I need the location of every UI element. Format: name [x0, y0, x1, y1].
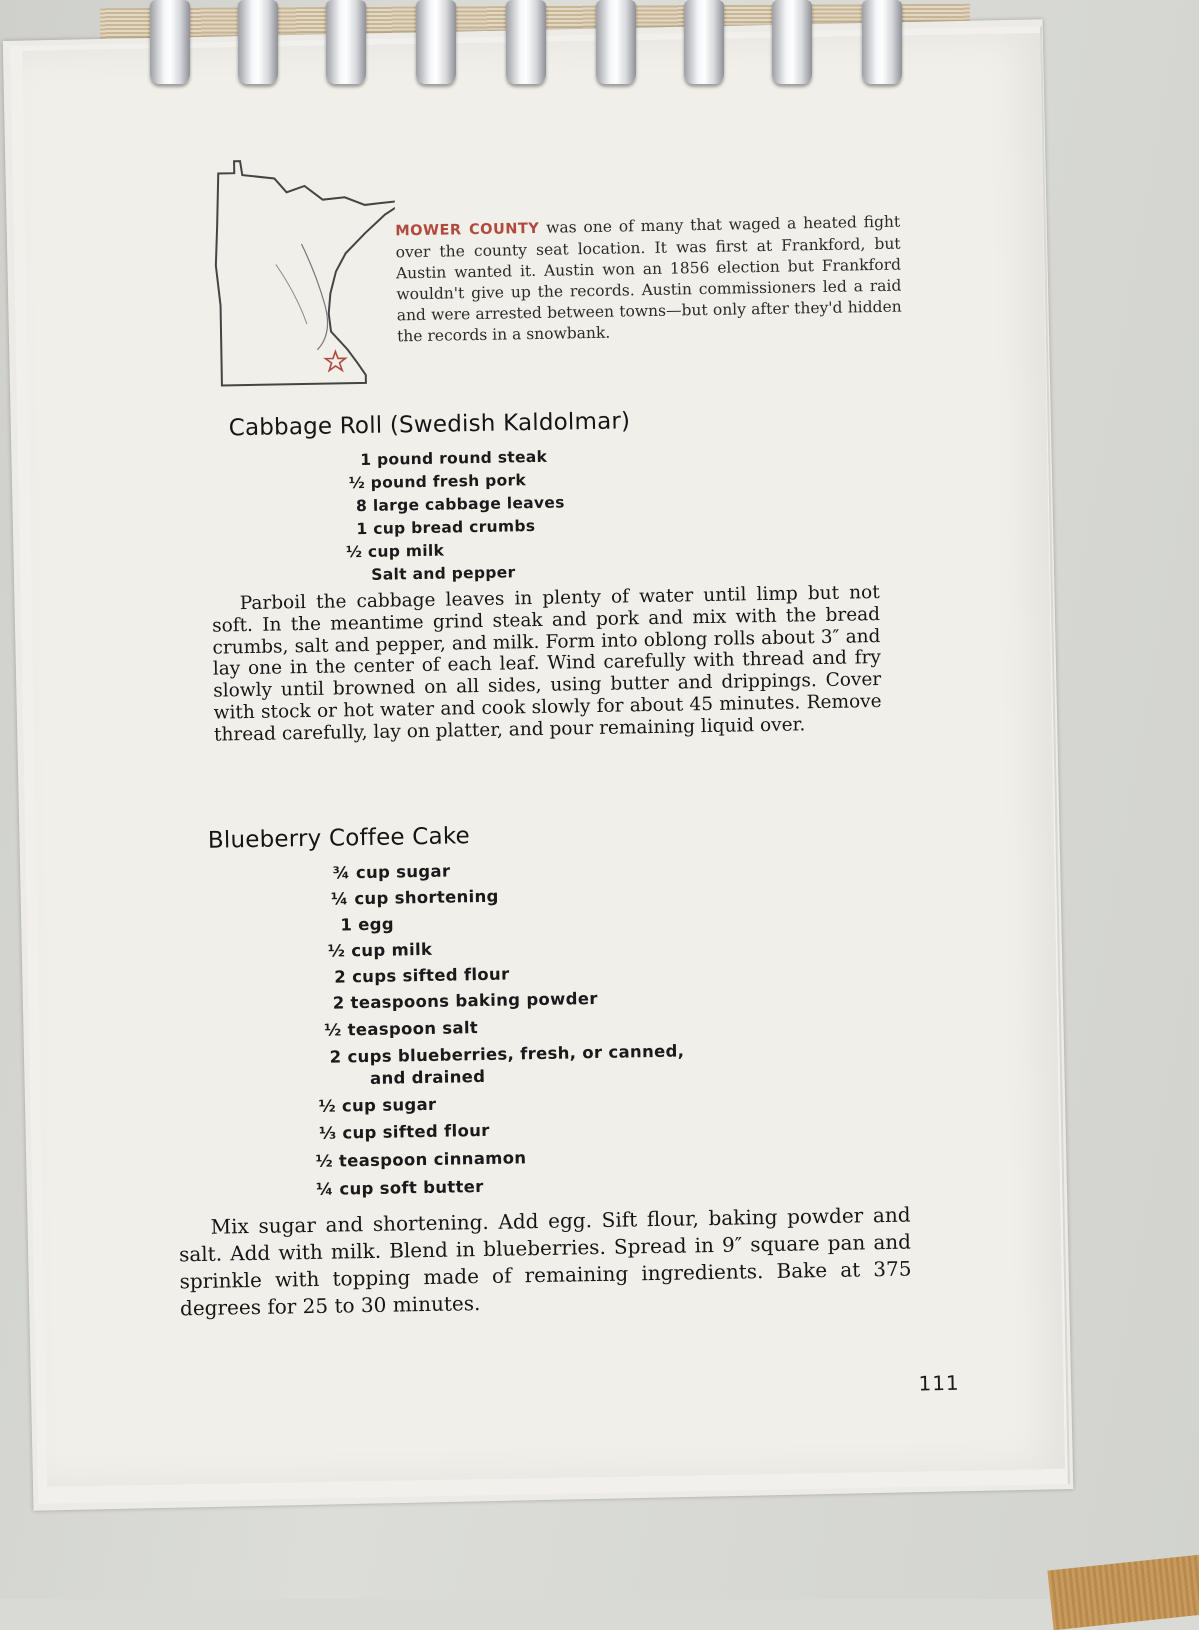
county-star-icon: [325, 351, 345, 370]
ingredient-item: ½ teaspoon cinnamon: [315, 1148, 527, 1171]
ingredient-item: and drained: [369, 1066, 486, 1088]
ingredient-item: Salt and pepper: [371, 563, 516, 584]
minnesota-map-icon: [204, 152, 398, 391]
ingredient-item: 2 cups blueberries, fresh, or canned,: [329, 1041, 685, 1067]
cabbage-directions: Parboil the cabbage leaves in plenty of water until limp but not soft. In the meantime grind steak and pork and mix with the bread crumbs, salt and pepper, and milk. Form into oblong rolls about 3″ and lay one in the center of each leaf. Wind carefully with thread and fry slowly until browned on all sides, using butter and drippings. Cover with stock or hot water and cook slowly for about 45 minutes. Remove thread carefully, lay on platter, and pour remaining liquid over.: [211, 582, 882, 746]
binding-ring: [862, 0, 902, 84]
county-intro: [395, 212, 902, 348]
binding-ring: [684, 0, 724, 84]
recipe-title-cabbage-roll: Cabbage Roll (Swedish Kaldolmar): [228, 408, 631, 442]
ingredient-item: 2 cups sifted flour: [334, 964, 510, 987]
ingredient-item: 1 pound round steak: [360, 447, 548, 470]
binding-ring: [238, 0, 278, 84]
ingredient-item: ½ pound fresh pork: [348, 471, 527, 493]
ingredient-item: ½ teaspoon salt: [324, 1018, 479, 1040]
ingredient-item: 2 teaspoons baking powder: [332, 988, 598, 1013]
ingredient-item: ½ cup milk: [345, 541, 445, 562]
binding-ring: [772, 0, 812, 84]
binding-ring: [596, 0, 636, 84]
recipe-title-blueberry-coffee-cake: Blueberry Coffee Cake: [207, 823, 471, 854]
book-page: [22, 33, 1065, 1487]
spiral-binding: [150, 0, 930, 90]
binding-ring: [150, 0, 190, 84]
ingredient-item: 1 egg: [340, 914, 395, 935]
ingredient-item: ½ cup milk: [327, 939, 433, 961]
binding-ring: [326, 0, 366, 84]
county-text: was one of many that waged a heated fight over the county seat location. It was first at Frankford, but Austin wanted it. Austin won an 1856 election but Frankford wouldn't give up the records. Austin commissioners led a raid and were arrested between towns—but only after they'd hidden the records in a snowbank.: [395, 212, 902, 346]
county-name: MOWER COUNTY: [395, 220, 540, 240]
ingredient-item: ¾ cup sugar: [332, 861, 451, 883]
binding-ring: [416, 0, 456, 84]
ingredient-item: ¼ cup soft butter: [315, 1177, 484, 1199]
page-number: 111: [918, 1370, 960, 1396]
ingredient-item: 1 cup bread crumbs: [356, 517, 536, 539]
binding-ring: [506, 0, 546, 84]
ingredient-item: ¼ cup shortening: [330, 886, 499, 909]
ingredient-item: ⅓ cup sifted flour: [318, 1120, 490, 1143]
blueberry-directions: Mix sugar and shortening. Add egg. Sift flour, baking powder and salt. Add with milk. Blend in blueberries. Spread in 9″ square pan and sprinkle with topping made of remaining ingredients. Bake at 375 degrees for 25 to 30 minutes.: [178, 1202, 912, 1321]
ingredient-item: ½ cup sugar: [318, 1094, 437, 1116]
ingredient-item: 8 large cabbage leaves: [355, 493, 565, 516]
